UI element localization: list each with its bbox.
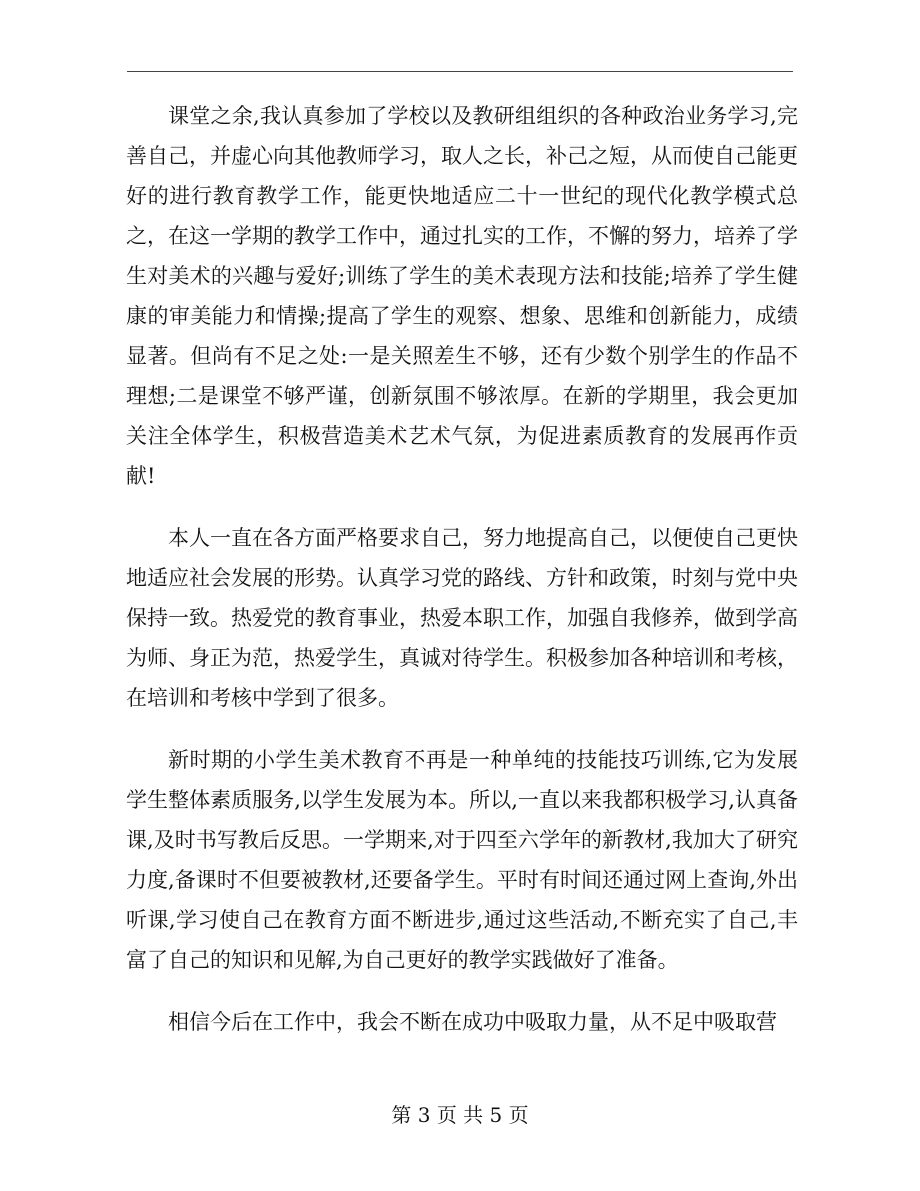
document-body — [126, 96, 798, 1042]
header-rule — [127, 71, 793, 72]
paragraph-4: 相信今后在工作中，我会不断在成功中吸取力量，从不足中吸取营 — [168, 1010, 777, 1034]
paragraph-3: 新时期的小学生美术教育不再是一种单纯的技能技巧训练,它为发展学生整体素质服务,以学生发展为本。所以,一直以来我都积极学习,认真备课,及时书写教后反思。一学期来,对于四至六学年的新教材,我加大了研究力度,备课时不但要被教材,还要备学生。平时有时间还通过网上查询,外出听课,学习使自己在教育方面不断进步,通过这些活动,不断充实了自己,丰富了自己的知识和见解,为自己更好的教学实践做好了准备。 — [126, 748, 798, 972]
page-number-footer: 第 3 页 共 5 页 — [391, 1103, 529, 1127]
paragraph-1: 课堂之余,我认真参加了学校以及教研组组织的各种政治业务学习,完善自己，并虚心向其他教师学习，取人之长，补己之短，从而使自己能更好的进行教育教学工作，能更快地适应二十一世纪的现代化教学模式总之，在这一学期的教学工作中，通过扎实的工作，不懈的努力，培养了学生对美术的兴趣与爱好;训练了学生的美术表现方法和技能;培养了学生健康的审美能力和情操;提高了学生的观察、想象、思维和创新能力，成绩显著。但尚有不足之处:一是关照差生不够，还有少数个别学生的作品不理想;二是课堂不够严谨，创新氛围不够浓厚。在新的学期里，我会更加关注全体学生，积极营造美术艺术气氛，为促进素质教育的发展再作贡献! — [126, 104, 798, 488]
paragraph-2: 本人一直在各方面严格要求自己，努力地提高自己，以便使自己更快地适应社会发展的形势。认真学习党的路线、方针和政策，时刻与党中央保持一致。热爱党的教育事业，热爱本职工作，加强自我修养，做到学高为师、身正为范，热爱学生，真诚对待学生。积极参加各种培训和考核，在培训和考核中学到了很多。 — [126, 526, 798, 710]
